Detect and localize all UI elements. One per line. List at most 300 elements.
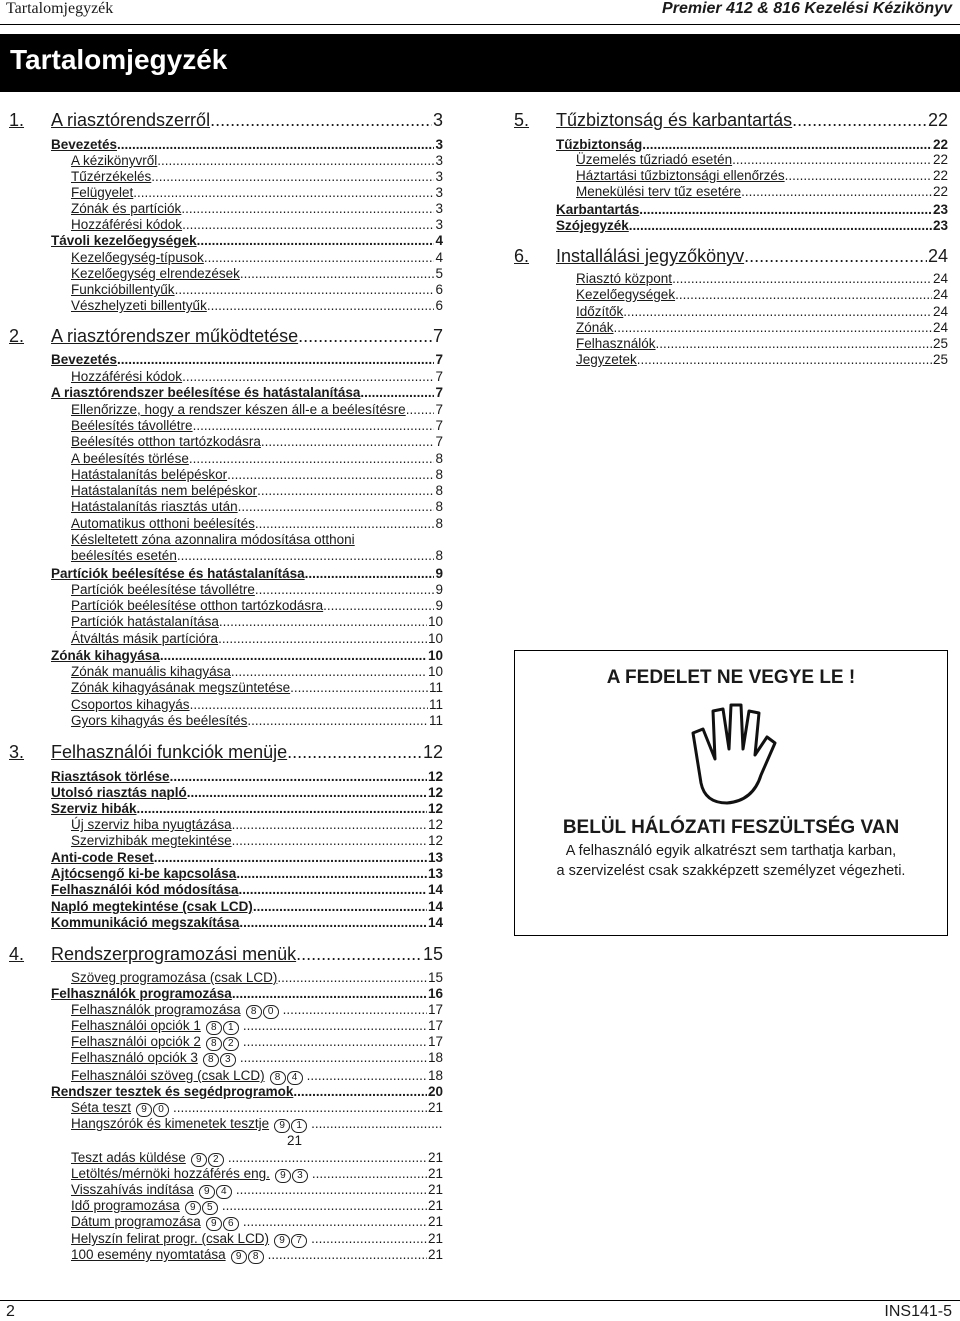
toc-entry-label[interactable]: A kézikönyvről xyxy=(71,153,158,168)
toc-entry[interactable] xyxy=(71,1247,443,1264)
toc-page-number: 21 xyxy=(427,1198,443,1213)
toc-page-number: 22 xyxy=(932,168,948,183)
toc-entry[interactable] xyxy=(51,385,443,400)
toc-entry-label[interactable]: A riasztórendszer működtetése xyxy=(51,326,299,346)
toc-entry-label[interactable]: 100 esemény nyomtatása xyxy=(71,1247,226,1262)
toc-entry-label[interactable]: Kezelőegységek xyxy=(576,287,676,302)
toc-entry[interactable] xyxy=(71,451,443,466)
toc-entry[interactable] xyxy=(71,631,443,646)
leader-dots xyxy=(193,418,435,433)
toc-page-number: 3 xyxy=(435,217,443,232)
toc-entry-label[interactable]: Tűzbiztonság és karbantartás xyxy=(556,110,793,130)
toc-entry-label[interactable]: Tűzbiztonság xyxy=(556,137,643,152)
toc-entry-label[interactable]: Partíciók hatástalanítása xyxy=(71,614,219,629)
toc-page-number: 20 xyxy=(427,1084,443,1099)
leader-dots xyxy=(323,598,434,613)
toc-entry-label[interactable]: Szójegyzék xyxy=(556,218,629,233)
toc-entry[interactable] xyxy=(51,566,443,581)
toc-entry[interactable] xyxy=(71,434,443,449)
keypad-key-icon: 9 xyxy=(275,1169,291,1183)
toc-entry-label[interactable]: Automatikus otthoni beélesítés xyxy=(71,516,255,531)
leader-dots xyxy=(187,785,427,800)
toc-entry[interactable] xyxy=(71,418,443,433)
toc-entry[interactable] xyxy=(514,246,948,267)
toc-entry-label[interactable]: Szervizhibák megtekintése xyxy=(71,833,232,848)
toc-entry-label[interactable]: Letöltés/mérnöki hozzáférés eng. xyxy=(71,1166,270,1181)
toc-entry-label[interactable]: Idő programozása xyxy=(71,1198,180,1213)
leader-dots xyxy=(283,1002,427,1017)
toc-page-number: 8 xyxy=(435,483,443,498)
toc-entry[interactable] xyxy=(71,664,443,679)
toc-entry-label[interactable]: Hozzáférési kódok xyxy=(71,369,183,384)
toc-page-number: 11 xyxy=(428,713,443,728)
section-number: 4. xyxy=(9,944,25,964)
footer-page-number: 2 xyxy=(6,1303,15,1320)
keypad-key-icon: 0 xyxy=(263,1005,279,1019)
footer-doc-id: INS141-5 xyxy=(884,1303,952,1320)
leader-dots xyxy=(623,304,932,319)
toc-entry-label[interactable]: Felhasználói opciók 1 xyxy=(71,1018,201,1033)
toc-page-number: 16 xyxy=(427,986,443,1001)
toc-entry-label[interactable]: Kezelőegység elrendezések xyxy=(71,266,240,281)
leader-dots xyxy=(204,250,435,265)
toc-entry-label[interactable]: A beélesítés törlése xyxy=(71,451,189,466)
toc-entry[interactable] xyxy=(71,266,443,281)
leader-dots xyxy=(305,566,435,581)
toc-entry-label[interactable]: Ellenőrizze, hogy a rendszer készen áll-e a beélesítésre xyxy=(71,402,406,417)
toc-entry[interactable] xyxy=(51,850,443,865)
toc-entry-label[interactable]: Ajtócsengő ki-be kapcsolása xyxy=(51,866,237,881)
keypad-key-icon: 8 xyxy=(206,1037,222,1051)
toc-continued-page: 21 xyxy=(287,1133,303,1148)
toc-page-number: 8 xyxy=(435,548,443,563)
toc-page-number: 3 xyxy=(435,201,443,216)
toc-page-number: 8 xyxy=(435,451,443,466)
keypad-key-icon: 9 xyxy=(199,1185,215,1199)
toc-page-number: 25 xyxy=(932,352,948,367)
hand-stop-icon xyxy=(685,703,777,812)
warning-box xyxy=(514,650,948,936)
toc-page-number: 14 xyxy=(427,915,443,930)
toc-entry-label[interactable]: Zónák és partíciók xyxy=(71,201,182,216)
toc-entry-label[interactable]: Riasztások törlése xyxy=(51,769,170,784)
toc-entry-label[interactable]: Gyors kihagyás és beélesítés xyxy=(71,713,248,728)
toc-entry[interactable] xyxy=(71,499,443,514)
toc-entry-label[interactable]: Felhasználók programozása xyxy=(51,986,232,1001)
toc-entry-label[interactable]: Időzítők xyxy=(576,304,624,319)
toc-entry-label[interactable]: Felhasználói opciók 2 xyxy=(71,1034,201,1049)
section-number: 3. xyxy=(9,742,25,762)
toc-entry[interactable] xyxy=(51,899,443,914)
toc-page-number: 12 xyxy=(427,833,443,848)
toc-entry-label[interactable]: Partíciók beélesítése otthon tartózkodásra xyxy=(71,598,324,613)
leader-dots xyxy=(117,352,434,367)
keypad-key-icon: 9 xyxy=(136,1103,152,1117)
toc-entry-label[interactable]: Szöveg programozása (csak LCD) xyxy=(71,970,278,985)
toc-entry[interactable] xyxy=(9,944,443,965)
toc-entry-label[interactable]: Jegyzetek xyxy=(576,352,637,367)
toc-entry-label[interactable]: Partíciók beélesítése távollétre xyxy=(71,582,255,597)
toc-entry[interactable] xyxy=(51,1084,443,1099)
keypad-key-icon: 9 xyxy=(231,1250,247,1264)
leader-dots xyxy=(675,287,932,302)
toc-page-number: 4 xyxy=(435,250,443,265)
leader-dots xyxy=(307,1068,427,1083)
toc-entry-label[interactable]: Csoportos kihagyás xyxy=(71,697,190,712)
leader-dots xyxy=(312,1166,427,1181)
keypad-key-icon: 6 xyxy=(223,1217,239,1231)
toc-entry[interactable] xyxy=(71,1018,443,1035)
toc-entry[interactable] xyxy=(576,152,948,167)
section-number: 5. xyxy=(514,110,530,130)
leader-dots xyxy=(181,201,434,216)
toc-page-number: 12 xyxy=(427,817,443,832)
leader-dots xyxy=(236,1182,427,1197)
toc-entry[interactable] xyxy=(71,713,443,728)
toc-entry[interactable] xyxy=(71,217,443,232)
toc-entry[interactable] xyxy=(71,1166,443,1183)
toc-entry-label[interactable]: Séta teszt xyxy=(71,1100,132,1115)
leader-dots xyxy=(792,110,927,131)
toc-entry-label[interactable]: Anti-code Reset xyxy=(51,850,154,865)
section-number: 1. xyxy=(9,110,25,130)
toc-entry[interactable] xyxy=(71,614,443,629)
toc-page-number: 21 xyxy=(427,1214,443,1229)
leader-dots xyxy=(639,202,932,217)
toc-entry[interactable] xyxy=(51,648,443,663)
toc-page-number: 6 xyxy=(435,282,443,297)
toc-entry-label[interactable]: beélesítés esetén xyxy=(71,548,177,563)
toc-entry-label[interactable]: Zónák kihagyásának megszüntetése xyxy=(71,680,291,695)
toc-entry[interactable] xyxy=(51,866,443,881)
toc-entry-label[interactable]: Karbantartás xyxy=(556,202,640,217)
toc-entry-label[interactable]: Zónák xyxy=(576,320,614,335)
header-left: Tartalomjegyzék xyxy=(6,0,114,17)
keypad-keys xyxy=(269,1071,303,1085)
keypad-key-icon: 0 xyxy=(153,1103,169,1117)
toc-page-number: 21 xyxy=(427,1231,443,1246)
toc-entry[interactable] xyxy=(576,287,948,302)
warning-line-2: a szervizelést csak szakképzett személyzet végezheti. xyxy=(556,863,906,879)
leader-dots xyxy=(228,1150,427,1165)
toc-entry[interactable] xyxy=(51,986,443,1001)
toc-entry-label[interactable]: Átváltás másik partícióra xyxy=(71,631,219,646)
leader-dots xyxy=(177,548,435,563)
leader-dots xyxy=(232,986,427,1001)
toc-entry-label[interactable]: Beélesítés távollétre xyxy=(71,418,193,433)
toc-entry[interactable] xyxy=(71,598,443,613)
toc-entry-label[interactable]: A riasztórendszer beélesítése és hatástalanítása xyxy=(51,385,361,400)
keypad-keys xyxy=(274,1169,308,1183)
keypad-key-icon: 2 xyxy=(208,1153,224,1167)
toc-page-number: 14 xyxy=(427,882,443,897)
toc-entry[interactable] xyxy=(71,1050,443,1067)
leader-dots xyxy=(268,1247,427,1262)
keypad-keys xyxy=(205,1021,239,1035)
toc-entry-label[interactable]: Zónák kihagyása xyxy=(51,648,160,663)
toc-entry[interactable] xyxy=(71,1068,443,1085)
leader-dots xyxy=(238,499,435,514)
leader-dots xyxy=(293,1084,427,1099)
leader-dots xyxy=(232,817,427,832)
toc-entry-label[interactable]: Felhasználói kód módosítása xyxy=(51,882,239,897)
toc-entry[interactable] xyxy=(71,467,443,482)
keypad-key-icon: 4 xyxy=(287,1071,303,1085)
toc-page-number: 8 xyxy=(435,499,443,514)
toc-entry-label[interactable]: Szerviz hibák xyxy=(51,801,137,816)
toc-entry-label[interactable]: Vészhelyzeti billentyűk xyxy=(71,298,207,313)
toc-page-number: 22 xyxy=(932,184,948,199)
toc-entry-label[interactable]: Menekülési terv tűz esetére xyxy=(576,184,742,199)
toc-entry-label[interactable]: Rendszer tesztek és segédprogramok xyxy=(51,1084,294,1099)
leader-dots xyxy=(227,467,434,482)
keypad-keys xyxy=(205,1037,239,1051)
toc-entry[interactable] xyxy=(576,168,948,183)
toc-page-number: 17 xyxy=(427,1034,443,1049)
keypad-key-icon: 3 xyxy=(292,1169,308,1183)
toc-entry[interactable] xyxy=(71,250,443,265)
title-bar xyxy=(0,34,960,92)
toc-entry-label[interactable]: Hatástalanítás nem belépéskor xyxy=(71,483,258,498)
leader-dots xyxy=(154,850,427,865)
toc-entry[interactable] xyxy=(71,582,443,597)
toc-entry[interactable] xyxy=(71,298,443,313)
leader-dots xyxy=(222,1198,427,1213)
toc-entry[interactable] xyxy=(71,532,443,547)
leader-dots xyxy=(210,110,432,131)
toc-entry[interactable] xyxy=(71,1002,443,1019)
toc-entry-label[interactable]: Hangszórók és kimenetek tesztje xyxy=(71,1116,270,1131)
leader-dots xyxy=(182,217,434,232)
leader-dots xyxy=(744,246,927,267)
toc-page-number: 3 xyxy=(432,110,443,130)
toc-entry[interactable] xyxy=(51,785,443,800)
toc-entry-label[interactable]: Felhasználók programozása xyxy=(71,1002,241,1017)
toc-page-number: 18 xyxy=(427,1068,443,1083)
toc-page-number: 24 xyxy=(932,287,948,302)
toc-entry[interactable] xyxy=(9,110,443,131)
toc-entry-label[interactable]: Késleltetett zóna azonnalira módosítása otthoni xyxy=(71,532,355,547)
toc-page-number: 22 xyxy=(927,110,948,130)
toc-entry[interactable] xyxy=(71,369,443,384)
toc-entry-label[interactable]: Felhasználói funkciók menüje xyxy=(51,742,288,762)
toc-entry[interactable] xyxy=(71,970,443,985)
toc-entry[interactable] xyxy=(556,202,948,217)
toc-entry[interactable] xyxy=(71,483,443,498)
header-rule xyxy=(0,24,960,25)
section-number: 6. xyxy=(514,246,530,266)
leader-dots xyxy=(231,664,427,679)
toc-entry-label[interactable]: Felügyelet xyxy=(71,185,134,200)
toc-entry[interactable] xyxy=(71,1198,443,1215)
leader-dots xyxy=(311,1116,443,1131)
toc-entry-label[interactable]: Felhasználó opciók 3 xyxy=(71,1050,198,1065)
keypad-key-icon: 9 xyxy=(185,1201,201,1215)
toc-entry-label[interactable]: Riasztó központ xyxy=(576,271,673,286)
toc-entry[interactable] xyxy=(51,801,443,816)
keypad-key-icon: 8 xyxy=(203,1053,219,1067)
leader-dots xyxy=(629,218,932,233)
toc-entry-label[interactable]: A riasztórendszerről xyxy=(51,110,211,130)
leader-dots xyxy=(243,1018,427,1033)
toc-entry[interactable] xyxy=(71,185,443,200)
toc-page-number: 15 xyxy=(422,944,443,964)
toc-entry[interactable] xyxy=(576,271,948,286)
toc-page-number: 13 xyxy=(427,850,443,865)
toc-entry[interactable] xyxy=(576,304,948,319)
toc-entry-label[interactable]: Felhasználók xyxy=(576,336,656,351)
toc-page-number: 3 xyxy=(435,169,443,184)
toc-entry[interactable] xyxy=(71,1182,443,1199)
toc-entry-label[interactable]: Hatástalanítás riasztás után xyxy=(71,499,238,514)
toc-page-number: 3 xyxy=(435,153,443,168)
toc-page-number: 3 xyxy=(435,137,443,152)
toc-entry-label[interactable]: Üzemelés tűzriadó esetén xyxy=(576,152,733,167)
toc-entry-label[interactable]: Partíciók beélesítése és hatástalanítása xyxy=(51,566,305,581)
toc-entry[interactable] xyxy=(71,1150,443,1167)
toc-entry[interactable] xyxy=(514,110,948,131)
keypad-keys xyxy=(202,1053,236,1067)
toc-entry-label[interactable]: Bevezetés xyxy=(51,137,118,152)
toc-entry-label[interactable]: Dátum programozása xyxy=(71,1214,201,1229)
leader-dots xyxy=(240,1050,427,1065)
toc-entry[interactable] xyxy=(51,137,443,152)
keypad-keys xyxy=(273,1234,307,1248)
keypad-key-icon: 9 xyxy=(274,1119,290,1133)
leader-dots xyxy=(298,326,432,347)
toc-entry[interactable] xyxy=(71,697,443,712)
leader-dots xyxy=(232,833,427,848)
leader-dots xyxy=(151,169,434,184)
leader-dots xyxy=(311,1231,427,1246)
toc-entry[interactable] xyxy=(576,336,948,351)
toc-entry-label[interactable]: Visszahívás indítása xyxy=(71,1182,194,1197)
toc-entry-label[interactable]: Tűzérzékelés xyxy=(71,169,152,184)
toc-page-number: 24 xyxy=(927,246,948,266)
toc-entry-label[interactable]: Felhasználói szöveg (csak LCD) xyxy=(71,1068,265,1083)
leader-dots xyxy=(261,434,435,449)
toc-entry[interactable] xyxy=(71,1231,443,1248)
toc-entry-label[interactable]: Teszt adás küldése xyxy=(71,1150,186,1165)
toc-entry-label[interactable]: Hatástalanítás belépéskor xyxy=(71,467,228,482)
leader-dots xyxy=(236,866,427,881)
toc-entry-label[interactable]: Installálási jegyzőkönyv xyxy=(556,246,745,266)
toc-entry-label[interactable]: Kommunikáció megszakítása xyxy=(51,915,240,930)
leader-dots xyxy=(190,697,428,712)
keypad-keys xyxy=(198,1185,232,1199)
toc-page-number: 15 xyxy=(427,970,443,985)
toc-page-number: 23 xyxy=(932,218,948,233)
toc-entry[interactable] xyxy=(71,282,443,297)
toc-page-number: 9 xyxy=(435,582,443,597)
leader-dots xyxy=(277,970,427,985)
toc-entry[interactable] xyxy=(556,218,948,233)
toc-entry[interactable] xyxy=(51,769,443,784)
toc-entry-label[interactable]: Rendszerprogramozási menük xyxy=(51,944,297,964)
toc-page-number: 10 xyxy=(427,614,443,629)
warning-title: A FEDELET NE VEGYE LE ! xyxy=(606,667,856,688)
leader-dots xyxy=(240,266,435,281)
toc-entry-label[interactable]: Kezelőegység-típusok xyxy=(71,250,204,265)
toc-entry[interactable] xyxy=(576,320,948,335)
toc-entry-label[interactable]: Bevezetés xyxy=(51,352,118,367)
toc-page-number: 12 xyxy=(427,769,443,784)
leader-dots xyxy=(239,882,427,897)
keypad-key-icon: 9 xyxy=(191,1153,207,1167)
toc-page-number: 10 xyxy=(427,664,443,679)
keypad-keys xyxy=(230,1250,264,1264)
toc-entry[interactable] xyxy=(71,201,443,216)
toc-entry[interactable] xyxy=(9,326,443,347)
toc-entry[interactable] xyxy=(576,184,948,199)
toc-entry-label[interactable]: Új szerviz hiba nyugtázása xyxy=(71,817,232,832)
toc-entry-label[interactable]: Távoli kezelőegységek xyxy=(51,233,197,248)
toc-entry-label[interactable]: Helyszín felirat progr. (csak LCD) xyxy=(71,1231,270,1246)
leader-dots xyxy=(253,899,427,914)
toc-entry[interactable] xyxy=(556,137,948,152)
toc-entry[interactable] xyxy=(71,1100,443,1117)
toc-page-number: 10 xyxy=(427,648,443,663)
toc-page-number: 25 xyxy=(932,336,948,351)
toc-page-number: 24 xyxy=(932,320,948,335)
toc-page-number: 24 xyxy=(932,304,948,319)
toc-entry-label[interactable]: Háztartási tűzbiztonsági ellenőrzés xyxy=(576,168,785,183)
toc-entry[interactable] xyxy=(51,882,443,897)
footer-rule xyxy=(0,1300,960,1301)
leader-dots xyxy=(160,648,427,663)
toc-page-number: 17 xyxy=(427,1018,443,1033)
leader-dots xyxy=(406,402,435,417)
keypad-keys xyxy=(273,1119,307,1133)
toc-entry[interactable] xyxy=(71,817,443,832)
toc-entry[interactable] xyxy=(576,352,948,367)
leader-dots xyxy=(637,352,932,367)
toc-entry[interactable] xyxy=(9,742,443,763)
toc-page-number: 24 xyxy=(932,271,948,286)
toc-entry[interactable] xyxy=(71,1034,443,1051)
toc-entry-label[interactable]: Funkcióbillentyűk xyxy=(71,282,175,297)
toc-entry[interactable] xyxy=(71,548,443,563)
toc-entry[interactable] xyxy=(51,352,443,367)
toc-entry[interactable] xyxy=(71,1116,443,1133)
leader-dots xyxy=(189,451,435,466)
leader-dots xyxy=(741,184,932,199)
toc-entry[interactable] xyxy=(71,680,443,695)
toc-entry-label[interactable]: Zónák manuális kihagyása xyxy=(71,664,231,679)
toc-page-number: 22 xyxy=(932,137,948,152)
toc-page-number: 21 xyxy=(427,1247,443,1262)
toc-entry[interactable] xyxy=(71,833,443,848)
toc-entry-label[interactable]: Beélesítés otthon tartózkodásra xyxy=(71,434,261,449)
toc-page-number: 11 xyxy=(428,680,443,695)
toc-entry-label[interactable]: Napló megtekintése (csak LCD) xyxy=(51,899,253,914)
toc-entry-label[interactable]: Hozzáférési kódok xyxy=(71,217,183,232)
toc-entry[interactable] xyxy=(71,169,443,184)
toc-entry[interactable] xyxy=(71,402,443,417)
toc-page-number: 21 xyxy=(427,1100,443,1115)
leader-dots xyxy=(207,298,435,313)
toc-entry[interactable] xyxy=(51,915,443,930)
toc-entry-label[interactable]: Utolsó riasztás napló xyxy=(51,785,187,800)
toc-entry[interactable] xyxy=(71,516,443,531)
toc-entry[interactable] xyxy=(51,233,443,248)
page-title: Tartalomjegyzék xyxy=(10,44,228,75)
toc-page-number: 8 xyxy=(435,516,443,531)
leader-dots xyxy=(287,742,422,763)
toc-entry[interactable] xyxy=(71,153,443,168)
section-number: 2. xyxy=(9,326,25,346)
toc-entry[interactable] xyxy=(71,1214,443,1231)
